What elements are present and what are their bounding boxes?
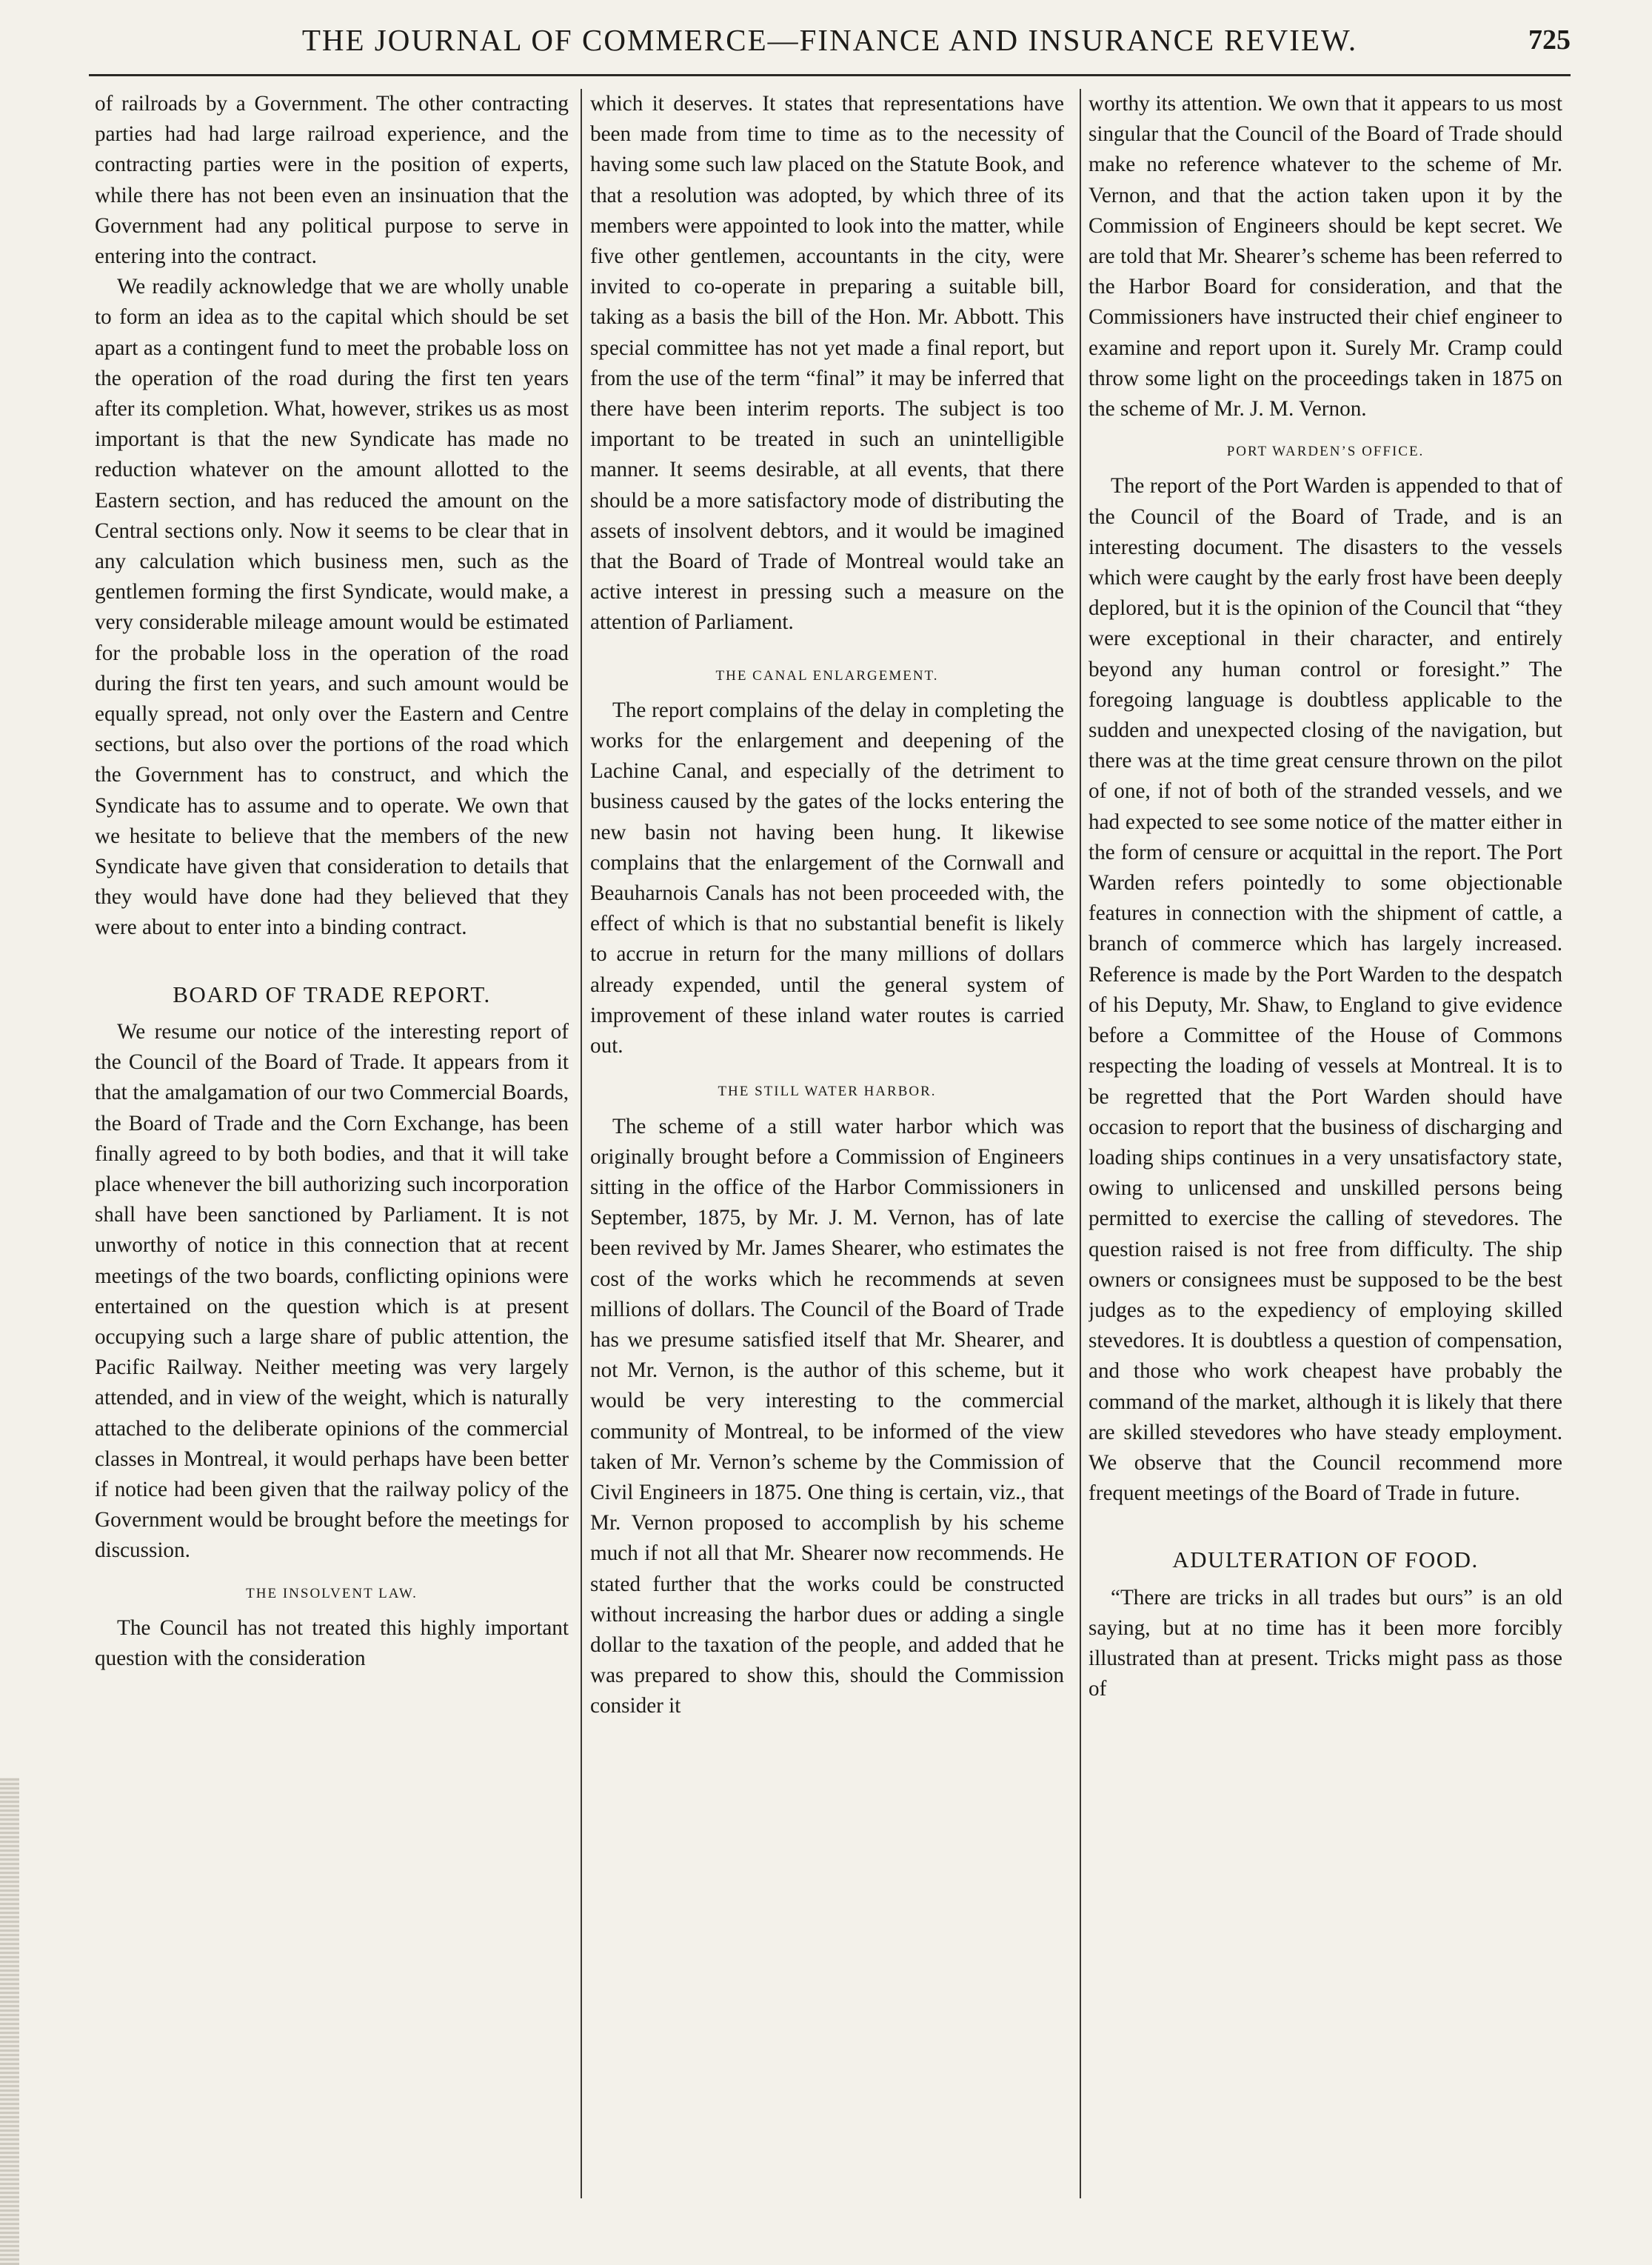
- column-2: [590, 89, 1064, 2198]
- column-rule-left: [581, 89, 582, 2198]
- running-title: THE JOURNAL OF COMMERCE—FINANCE AND INSURANCE REVIEW.: [301, 23, 1358, 57]
- binding-edge: [0, 1778, 19, 2265]
- paragraph: which it deserves. It states that representations have been made from time to time as to the necessity of having some such law placed on the Statute Book, and that a resolution was adopted, by which three of its members were appointed to look into the matter, while five other gentlemen, accountants in the city, were invited to co-operate in preparing a suitable bill, taking as a basis the bill of the Hon. Mr. Abbott. This special committee has not yet made a final report, but from the use of the term “final” it may be inferred that there have been interim reports. The subject is too important to be treated in such an unintelligible manner. It seems desirable, at all events, that there should be a more satisfactory mode of distributing the assets of insolvent debtors, and it would be imagined that the Board of Trade of Montreal would take an active interest in pressing such a measure on the attention of Parliament.: [590, 92, 1064, 635]
- paragraph: We resume our notice of the interesting report of the Council of the Board of Trade. It appears from it that the amalgamation of our two Commercial Boards, the Board of Trade and the Corn Exchange, has been finally agreed to by both bodies, and that it will take place whenever the bill authorizing such incorporation shall have been sanctioned by Parliament. It is not unworthy of notice in this connection that at recent meetings of the two boards, conflicting opinions were entertained on the question which is at present occupying such a large share of public attention, the Pacific Railway. Neither meeting was very largely attended, and in view of the weight, which is naturally attached to the deliberate opinions of the commercial classes in Montreal, it would perhaps have been better if notice had been given that the railway policy of the Government would be brought before the meetings for discussion.: [95, 1019, 569, 1563]
- column-1: [95, 89, 569, 2198]
- page-number: 725: [1528, 24, 1571, 56]
- subheading-canal-enlargement: THE CANAL ENLARGEMENT.: [715, 667, 939, 684]
- subheading-insolvent-law: THE INSOLVENT LAW.: [246, 1585, 418, 1601]
- column-3: [1088, 89, 1562, 2198]
- paragraph: We readily acknowledge that we are wholly unable to form an idea as to the capital which should be set apart as a contingent fund to meet the probable loss on the operation of the road during the first ten years after its completion. What, however, strikes us as most important is that the new Syndicate has made no reduction whatever on the amount allotted to the Eastern section, and has reduced the amount on the Central sections only. Now it seems to be clear that in any calculation which business men, such as the gentlemen forming the first Syndicate, would make, a very considerable mileage amount would be estimated for the probable loss in the operation of the road during the first ten years, and such amount would be equally spread, not only over the Eastern and Centre sections, but also over the portions of the road which the Government has to construct, and which the Syndicate has to assume and to operate. We own that we hesitate to believe that the members of the new Syndicate have given that consideration to details that they would have done had they believed that they were about to enter into a binding contract.: [95, 275, 569, 940]
- paragraph: The Council has not treated this highly important question with the consideration: [95, 1615, 569, 1670]
- subheading-still-water-harbor: THE STILL WATER HARBOR.: [718, 1084, 937, 1100]
- page-header: [89, 22, 1571, 76]
- section-heading-board-of-trade: BOARD OF TRADE REPORT.: [173, 981, 491, 1007]
- paragraph: worthy its attention. We own that it appears to us most singular that the Council of the Board of Trade should make no reference whatever to the scheme of Mr. Vernon, and that the action taken upon it by the Commission of Engineers should be kept secret. We are told that Mr. Shearer’s scheme has been referred to the Harbor Board for consideration, and that the Commissioners have instructed their chief engineer to examine and report upon it. Surely Mr. Cramp could throw some light on the proceedings taken in 1875 on the scheme of Mr. J. M. Vernon.: [1088, 92, 1562, 421]
- paragraph: The scheme of a still water harbor which was originally brought before a Commission of Engineers sitting in the office of the Harbor Commissioners in September, 1875, by Mr. J. M. Vernon, has of late been revived by Mr. James Shearer, who estimates the cost of the works which he recommends at seven millions of dollars. The Council of the Board of Trade has we presume satisfied itself that Mr. Shearer, and not Mr. Vernon, is the author of this scheme, but it would be very interesting to the commercial community of Montreal, to be informed of the view taken of Mr. Vernon’s scheme by the Commission of Civil Engineers in 1875. One thing is certain, viz., that Mr. Vernon proposed to accomplish by his scheme much if not all that Mr. Shearer now recommends. He stated further that the works could be constructed without increasing the harbor dues or adding a single dollar to the taxation of the people, and added that he was prepared to show this, should the Commission consider it: [590, 1114, 1064, 1718]
- column-rule-right: [1080, 89, 1081, 2198]
- paragraph: The report complains of the delay in completing the works for the enlargement and deepening of the Lachine Canal, and especially of the detriment to business caused by the gates of the locks entering the new basin not having been hung. It likewise complains that the enlargement of the Cornwall and Beauharnois Canals has not been proceeded with, the effect of which is that no substantial benefit is likely to accrue in return for the many millions of dollars already expended, until the general system of improvement of these inland water routes is carried out.: [590, 698, 1064, 1058]
- paragraph: of railroads by a Government. The other contracting parties had had large railroad experience, and the contracting parties were in the position of experts, while there has not been even an insinuation that the Government had any political purpose to serve in entering into the contract.: [95, 92, 569, 269]
- paragraph: The report of the Port Warden is appended to that of the Council of the Board of Trade, and is an interesting document. The disasters to the vessels which were caught by the early frost have been deeply deplored, but it is the opinion of the Council that “they were exceptional in their character, and entirely beyond any human control or foresight.” The foregoing language is doubtless applicable to the sudden and unexpected closing of the navigation, but there was at the time great censure thrown on the pilot of one, if not of both of the stranded vessels, and we had expected to see some notice of the matter either in the form of censure or acquittal in the report. The Port Warden refers pointedly to some objectionable features in connection with the shipment of cattle, a branch of commerce which has largely increased. Reference is made by the Port Warden to the despatch of his Deputy, Mr. Shaw, to England to give evidence before a Committee of the House of Commons respecting the loading of vessels at Montreal. It is to be regretted that the Port Warden should have occasion to report that the business of discharging and loading ships continues in a very unsatisfactory state, owing to unlicensed and unskilled persons being permitted to exercise the calling of stevedores. The question raised is not free from difficulty. The ship owners or consignees must be supposed to be the best judges as to the expediency of employing skilled stevedores. It is doubtless a question of compensation, and those who work cheapest have probably the command of the market, although it is likely that there are skilled stevedores who have steady employment. We observe that the Council recommend more frequent meetings of the Board of Trade in future.: [1088, 474, 1562, 1506]
- section-heading-adulteration: ADULTERATION OF FOOD.: [1172, 1547, 1479, 1573]
- subheading-port-warden: PORT WARDEN’S OFFICE.: [1226, 444, 1425, 460]
- paragraph: “There are tricks in all trades but ours” is an old saying, but at no time has it been more forcibly illustrated than at present. Tricks might pass as those of: [1088, 1585, 1562, 1701]
